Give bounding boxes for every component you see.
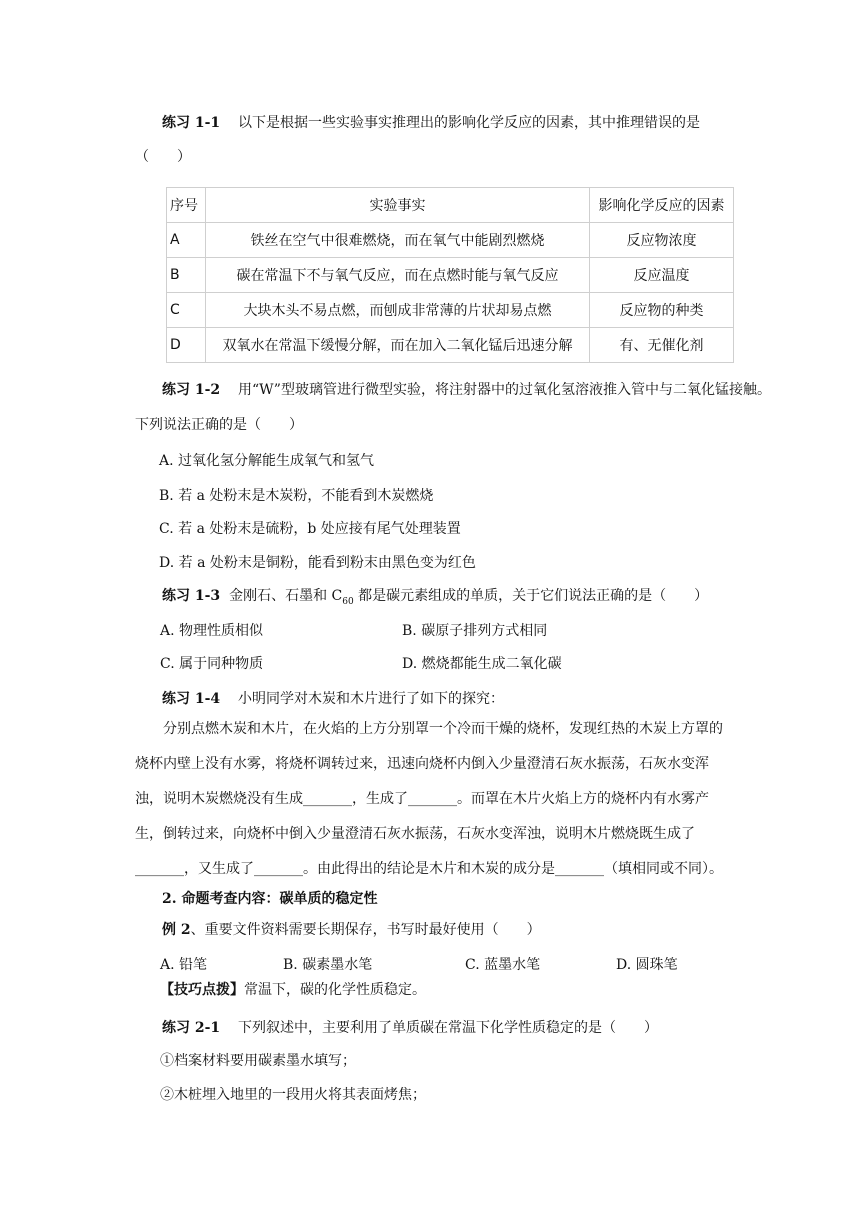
- q1-2-text: 用“W”型玻璃管进行微型实验，将注射器中的过氧化氢溶液推入管中与二氧化锰接触。: [237, 382, 771, 398]
- q1-2-text-line2: 下列说法正确的是（ ）: [135, 417, 303, 433]
- q1-3-subscript: 60: [342, 596, 354, 607]
- experiment-table: [166, 187, 734, 363]
- tip-line: [160, 979, 426, 999]
- q1-3-text-pre: 金刚石、石墨和 C: [229, 588, 343, 604]
- q2-1-text: 下列叙述中，主要利用了单质碳在常温下化学性质稳定的是（ ）: [237, 1020, 658, 1036]
- table-header-cell: 影响化学反应的因素: [590, 188, 734, 223]
- q2-1-label: 练习 2-1: [162, 1020, 221, 1036]
- example-2-label: 例 2: [162, 922, 191, 938]
- q1-3-text-post: 都是碳元素组成的单质，关于它们说法正确的是（ ）: [353, 588, 709, 604]
- table-row: [167, 328, 734, 363]
- q1-4-label: 练习 1-4: [162, 691, 221, 707]
- q1-2-option: A. 过氧化氢分解能生成氧气和氢气: [159, 453, 375, 469]
- table-cell: C: [167, 293, 206, 328]
- q1-2-stem: [162, 379, 771, 399]
- tip-label: 【技巧点拨】: [160, 982, 244, 998]
- example-2-option: D. 圆珠笔: [616, 957, 678, 973]
- table-cell: B: [167, 258, 206, 293]
- table-cell: 碳在常温下不与氧气反应，而在点燃时能与氧气反应: [206, 258, 590, 293]
- table-header-cell: 序号: [167, 188, 206, 223]
- q1-1-stem: [162, 112, 700, 132]
- q1-3-option: C. 属于同种物质: [160, 656, 264, 672]
- table-cell: 铁丝在空气中很难燃烧，而在氧气中能剧烈燃烧: [206, 223, 590, 258]
- table-row: [167, 223, 734, 258]
- table-cell: D: [167, 328, 206, 363]
- table-cell: 双氧水在常温下缓慢分解，而在加入二氧化锰后迅速分解: [206, 328, 590, 363]
- q1-2-option: D. 若 a 处粉末是铜粉，能看到粉末由黑色变为红色: [159, 555, 476, 571]
- q1-3-option: A. 物理性质相似: [160, 623, 264, 639]
- table-cell: 反应物浓度: [590, 223, 734, 258]
- q1-1-text: 以下是根据一些实验事实推理出的影响化学反应的因素，其中推理错误的是: [237, 115, 700, 131]
- example-2-option: A. 铅笔: [160, 957, 208, 973]
- table-row: [167, 258, 734, 293]
- table-cell: A: [167, 223, 206, 258]
- q1-3-option: D. 燃烧都能生成二氧化碳: [402, 656, 562, 672]
- table-cell: 大块木头不易点燃，而刨成非常薄的片状却易点燃: [206, 293, 590, 328]
- example-2-text: 、重要文件资料需要长期保存，书写时最好使用（ ）: [190, 922, 541, 938]
- tip-text: 常温下，碳的化学性质稳定。: [244, 982, 426, 998]
- example-2-option: C. 蓝墨水笔: [465, 957, 541, 973]
- q1-1-bracket: （ ）: [135, 149, 191, 165]
- q1-4-paragraph: 分别点燃木炭和木片，在火焰的上方分别罩一个冷而干燥的烧杯，发现红热的木炭上方罩的烧杯内壁上没有水雾，将烧杯调转过来，迅速向烧杯内倒入少量澄清石灰水振荡，石灰水变浑浊，说明木炭燃烧没有生成_______，生成了_______。而罩在木片火焰上方的烧杯内有水雾产生，倒转过来，向烧杯中倒入少量澄清石灰水振荡，石灰水变浑浊，说明木片燃烧既生成了_______，又生成了_______。由此得出的结论是木片和木炭的成分是_______（填相同或不同）。: [135, 721, 723, 877]
- table-cell: 反应温度: [590, 258, 734, 293]
- q2-1-item: ②木桩埋入地里的一段用火将其表面烤焦；: [160, 1087, 426, 1103]
- table-cell: 有、无催化剂: [590, 328, 734, 363]
- q2-1-item: ①档案材料要用碳素墨水填写；: [160, 1053, 356, 1069]
- q1-2-label: 练习 1-2: [162, 382, 221, 398]
- q2-1-stem: [162, 1017, 658, 1037]
- example-2-stem: [162, 919, 541, 939]
- q1-3-stem: [162, 585, 708, 607]
- q1-4-text: 小明同学对木炭和木片进行了如下的探究：: [237, 691, 504, 707]
- table-cell: 反应物的种类: [590, 293, 734, 328]
- example-2-option: B. 碳素墨水笔: [283, 957, 373, 973]
- section-heading: 2. 命题考查内容：碳单质的稳定性: [162, 891, 378, 907]
- q1-3-option: B. 碳原子排列方式相同: [402, 623, 548, 639]
- table-header-cell: 实验事实: [206, 188, 590, 223]
- q1-2-option: C. 若 a 处粉末是硫粉，b 处应接有尾气处理装置: [159, 521, 461, 537]
- q1-2-option: B. 若 a 处粉末是木炭粉，不能看到木炭燃烧: [159, 488, 434, 504]
- q1-3-label: 练习 1-3: [162, 588, 221, 604]
- q1-4-stem: [162, 688, 504, 708]
- table-header-row: [167, 188, 734, 223]
- q1-1-label: 练习 1-1: [162, 115, 221, 131]
- table-row: [167, 293, 734, 328]
